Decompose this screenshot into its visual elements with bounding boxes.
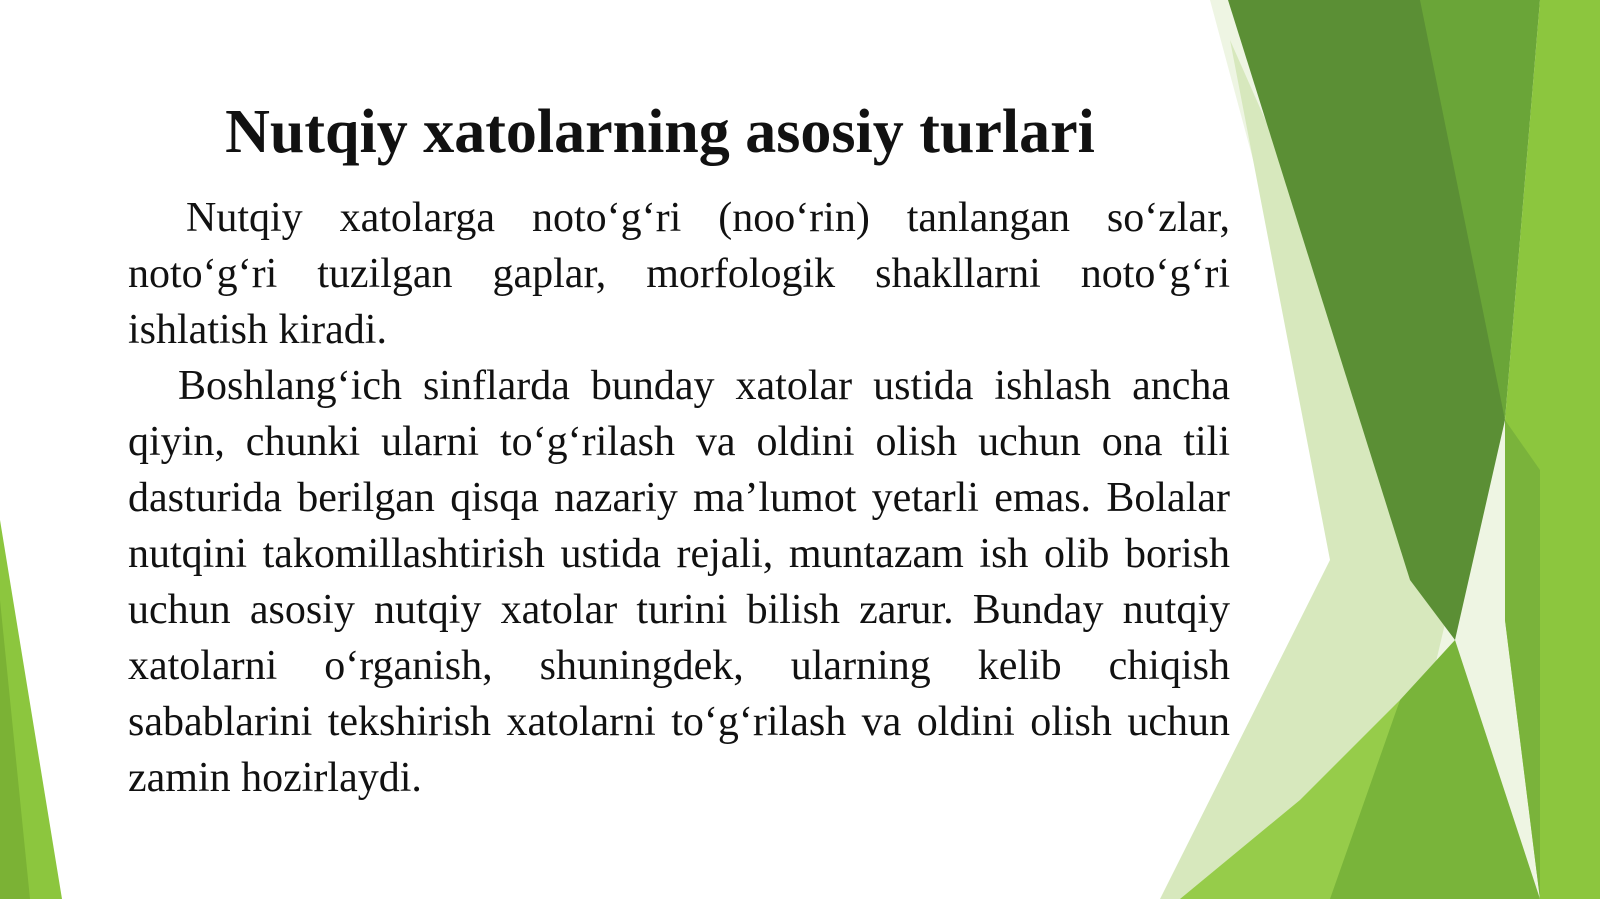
slide-title: Nutqiy xatolarning asosiy turlari — [225, 98, 1095, 166]
body-paragraph-1: Nutqiy xatolarga noto‘g‘ri (noo‘rin) tanlangan so‘zlar, noto‘g‘ri tuzilgan gaplar, morfologik shakllarni noto‘g‘ri ishlatish kiradi. — [128, 195, 1230, 353]
body-paragraph-2: Boshlang‘ich sinflarda bunday xatolar ustida ishlash ancha qiyin, chunki ularni to‘g‘rilash va oldini olish uchun ona tili dasturida berilgan qisqa nazariy ma’lumot yetarli emas. Bolalar nutqini takomillashtirish ustida rejali, muntazam ish olib borish uchun asosiy nutqiy xatolar turini bilish zarur. Bunday nutqiy xatolarni o‘rganish, shuningdek, ularning kelib chiqish sabablarini tekshirish xatolarni to‘g‘rilash va oldini olish uchun zamin hozirlaydi. — [128, 363, 1230, 801]
slide-body — [128, 190, 1230, 806]
